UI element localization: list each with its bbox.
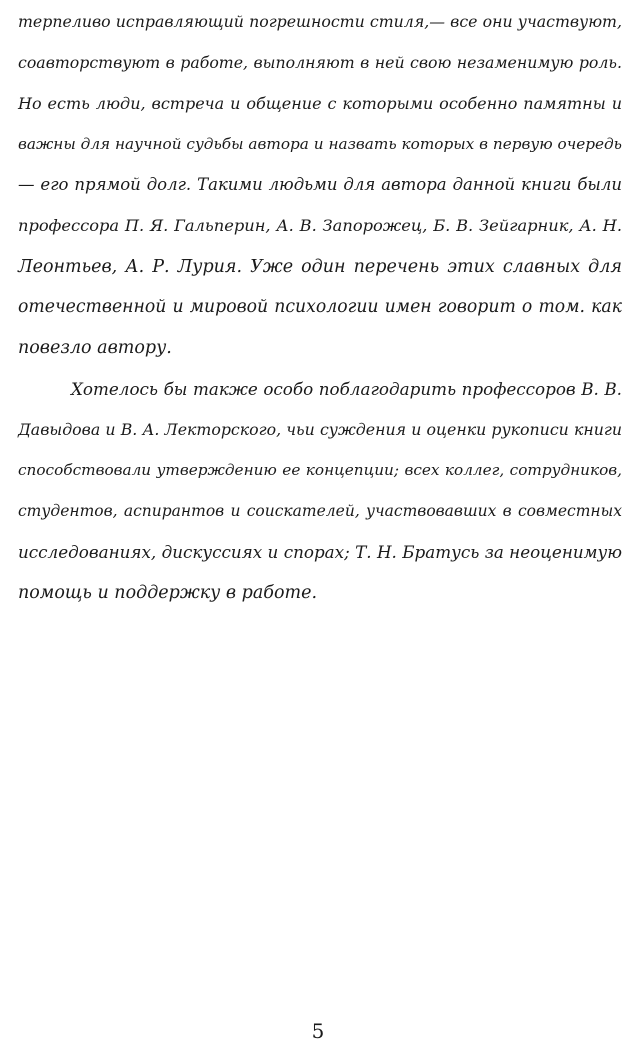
text-line: повезло автору.: [18, 338, 172, 358]
text-line: Леонтьев, А. Р. Лурия. Уже один перечень этих славных для: [18, 256, 622, 277]
paragraph-acknowledgements-2: [18, 369, 622, 614]
text-line: соавторствуют в работе, выполняют в ней свою незаменимую роль.: [18, 52, 622, 72]
page-text: [18, 2, 622, 613]
text-line: Но есть люди, встреча и общение с которыми особенно памятны и: [18, 93, 622, 113]
text-line: — его прямой долг. Такими людьми для автора данной книги были: [18, 175, 622, 194]
paragraph-acknowledgements-1: [18, 2, 622, 369]
text-line: профессора П. Я. Гальперин, А. В. Запорожец, Б. В. Зейгарник, А. Н.: [18, 215, 622, 235]
text-line: отечественной и мировой психологии имен говорит о том. как: [18, 297, 622, 318]
text-line: важны для научной судьбы автора и назвать которых в первую очередь: [18, 135, 622, 154]
text-line: способствовали утверждению ее концепции; всех коллег, сотрудников,: [18, 461, 622, 480]
text-line: помощь и поддержку в работе.: [18, 582, 318, 603]
text-line: терпеливо исправляющий погрешности стиля,— все они участвуют,: [18, 12, 622, 31]
page-number: 5: [311, 1019, 325, 1043]
text-line: Хотелось бы также особо поблагодарить профессоров В. В.: [71, 378, 622, 399]
text-line: студентов, аспирантов и соискателей, участвовавших в совместных: [18, 502, 622, 520]
text-line: Давыдова и В. А. Лекторского, чьи суждения и оценки рукописи книги: [18, 419, 622, 439]
text-line: исследованиях, дискуссиях и спорах; Т. Н. Братусь за неоценимую: [18, 541, 622, 562]
